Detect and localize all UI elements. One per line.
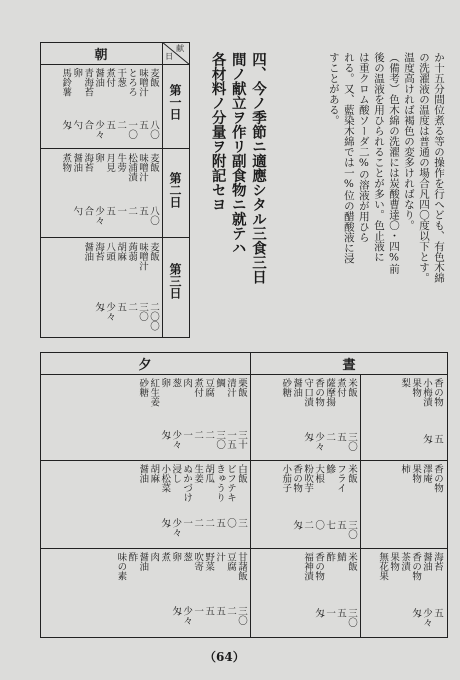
- amount: 三: [236, 518, 247, 528]
- amount: 五: [104, 206, 116, 216]
- amount: 少々: [421, 608, 433, 627]
- amount: 二: [192, 518, 204, 528]
- item: ビフテキ: [225, 464, 237, 502]
- day-2-amounts: [46, 206, 158, 234]
- amount: 五: [335, 520, 347, 530]
- body-line: は重クロム酸ソーダ二%の溶液が用ひら: [357, 52, 370, 243]
- item: 豆腐: [203, 378, 215, 397]
- row-3-side-items: [364, 552, 442, 606]
- amount: 二: [203, 430, 215, 440]
- item: 果物: [388, 552, 400, 571]
- body-line: すことがある。: [327, 52, 340, 126]
- amount: 二〇〇: [148, 302, 159, 331]
- amount: 一: [181, 518, 193, 528]
- item: 蒟蒻: [126, 242, 138, 261]
- amount: 五: [432, 608, 443, 618]
- amount: 五: [335, 608, 347, 618]
- item: 麦飯: [148, 153, 159, 172]
- item: 茶漬: [399, 552, 411, 571]
- row-3-dinner-amounts: [48, 606, 246, 634]
- amount: 合: [82, 120, 94, 130]
- item: 鯛: [214, 378, 226, 388]
- page-number: （64）: [204, 650, 245, 664]
- amount: 一: [324, 608, 336, 618]
- body-line: 温度高ければ褐色の変多ければなり。: [402, 52, 415, 231]
- item: 清汁: [225, 378, 237, 397]
- row-3-lunch-items: [256, 552, 356, 604]
- assignment-question: [196, 52, 266, 312]
- item: 麦飯: [148, 242, 159, 261]
- item: 米飯: [346, 552, 357, 571]
- amount: 匁: [93, 302, 105, 312]
- item: 味噌汁: [137, 242, 149, 271]
- day-2-items: [46, 153, 158, 203]
- body-line: の洗濯液の温度は普通の場合凡四〇度以下とす。: [417, 52, 430, 283]
- row-3-side-amounts: [364, 608, 442, 634]
- amount: 二: [115, 120, 127, 130]
- item: 栗飯: [236, 378, 247, 397]
- item: 甘藷飯: [236, 552, 247, 581]
- item: 柿: [399, 464, 411, 474]
- day-2-label: 第二日: [167, 172, 182, 208]
- amount: 勺: [71, 206, 83, 216]
- item: 醤油: [93, 68, 105, 87]
- item: 醤油: [421, 552, 433, 571]
- amount: 二: [192, 430, 204, 440]
- question-line: 間ノ献立ヲ作リ副食物ニ就テハ: [229, 52, 247, 255]
- item: 胡瓜: [203, 464, 215, 483]
- item: 小茄子: [280, 464, 292, 493]
- item: 卵: [159, 378, 171, 388]
- question-line: 各材料ノ分量ヲ附記セヨ: [209, 52, 227, 212]
- item: 梨: [399, 378, 411, 388]
- item: 海苔: [93, 242, 105, 261]
- amount: 三〇: [346, 520, 357, 539]
- body-line: 後の温液を用ひられることが多い。色止液に: [372, 52, 385, 262]
- amount: 一: [192, 606, 204, 616]
- item: 豆腐: [225, 552, 237, 571]
- row-1-dinner-items: [48, 378, 246, 428]
- day-3-items: [46, 242, 158, 298]
- item: 月見: [104, 153, 116, 172]
- day-1-items: [46, 68, 158, 118]
- item: 醤油: [137, 464, 149, 483]
- amount: 匁: [291, 520, 303, 530]
- item: ぬかづけ: [181, 464, 193, 502]
- item: 肉: [148, 552, 160, 562]
- dinner-header: 夕: [138, 357, 152, 373]
- amount: 五: [137, 120, 149, 130]
- row-2-dinner-amounts: [48, 518, 246, 546]
- item: 砂糖: [280, 378, 292, 397]
- item: 果物: [410, 378, 422, 397]
- item: 煮物: [60, 153, 72, 172]
- item: 砂糖: [137, 378, 149, 397]
- item: フライ: [335, 464, 347, 493]
- amount: 三〇: [214, 430, 226, 449]
- amount: 少々: [170, 430, 182, 449]
- item: 薩摩揚: [324, 378, 336, 407]
- item: 煮付: [104, 68, 116, 87]
- amount: 少々: [181, 606, 193, 625]
- row-1-lunch-items: [256, 378, 356, 430]
- item: 香の物: [313, 378, 325, 407]
- item: 小梅漬: [421, 378, 433, 407]
- amount: 八〇: [148, 206, 159, 225]
- item: 葱: [170, 378, 182, 388]
- item: 馬鈴薯: [60, 68, 72, 97]
- item: 福神漬: [302, 552, 314, 581]
- item: 卵: [71, 68, 83, 78]
- amount: 勺: [71, 120, 83, 130]
- body-line: か十五分間位煮る等の操作を行へども、有色木綿: [433, 52, 445, 283]
- item: 海苔: [432, 552, 443, 571]
- amount: 二: [302, 520, 314, 530]
- amount: 匁: [159, 430, 171, 440]
- item: 味噌汁: [137, 153, 149, 182]
- amount: 二: [225, 606, 237, 616]
- item: 八頭: [104, 242, 116, 261]
- row-1-side-items: [364, 378, 442, 430]
- item: 卵: [93, 153, 105, 163]
- day-1-label: 第一日: [167, 84, 182, 120]
- breakfast-header: 朝: [94, 47, 108, 63]
- day-1-amounts: [46, 120, 158, 146]
- amount: 匁: [410, 608, 422, 618]
- item: 白飯: [236, 464, 247, 483]
- question-line: 四、今ノ季節ニ適應シタル三食三日: [250, 52, 267, 284]
- amount: 〇: [313, 520, 325, 530]
- amount: 八〇: [148, 120, 159, 139]
- amount: 三〇: [137, 302, 149, 321]
- amount: 五: [137, 206, 149, 216]
- day-3-label: 第三日: [167, 263, 182, 299]
- item: 牛蒡: [115, 153, 127, 172]
- item: 醤油: [137, 552, 149, 571]
- item: 煮: [159, 552, 171, 562]
- amount: 一: [115, 206, 127, 216]
- row-1-lunch-amounts: [256, 432, 356, 458]
- item: 煮付: [335, 378, 347, 397]
- item: きゅうり: [214, 464, 226, 502]
- item: 葱: [181, 552, 193, 562]
- item: 醤油: [291, 378, 303, 397]
- item: 海苔: [82, 153, 94, 172]
- item: 醤油: [82, 242, 94, 261]
- amount: 五: [335, 432, 347, 442]
- amount: 一五: [225, 430, 237, 449]
- amount: 七: [324, 520, 336, 530]
- amount: 少々: [104, 302, 116, 321]
- amount: 一〇: [126, 120, 138, 139]
- amount: 匁: [302, 432, 314, 442]
- amount: 少々: [93, 120, 105, 139]
- item: 吹寄: [192, 552, 204, 571]
- item: 香の物: [432, 464, 443, 493]
- item: 守口漬: [302, 378, 314, 407]
- item: とろろ: [126, 68, 138, 97]
- item: 醤油: [71, 153, 83, 172]
- item: 胡麻: [148, 464, 160, 483]
- item: 味の素: [115, 552, 127, 581]
- amount: 三〇: [236, 606, 247, 625]
- row-1-dinner-amounts: [48, 430, 246, 458]
- item: 生姜: [192, 464, 204, 483]
- item: 米飯: [346, 378, 357, 397]
- amount: 五: [214, 606, 226, 616]
- item: 青海苔: [82, 68, 94, 97]
- item: 米飯: [346, 464, 357, 483]
- corner-label-top: 献: [175, 44, 185, 52]
- amount: 二: [126, 206, 138, 216]
- row-2-lunch-amounts: [256, 520, 356, 546]
- item: 浸し: [170, 464, 182, 483]
- amount: 匁: [313, 608, 325, 618]
- amount: 匁: [60, 120, 72, 130]
- item: 卵: [170, 552, 182, 562]
- amount: 五: [432, 434, 443, 444]
- row-3-lunch-amounts: [256, 608, 356, 634]
- day-3-amounts: [46, 302, 158, 334]
- amount: 二: [126, 302, 138, 312]
- amount: 五: [214, 518, 226, 528]
- row-2-lunch-items: [256, 464, 356, 516]
- amount: 一: [181, 430, 193, 440]
- amount: 五: [115, 302, 127, 312]
- item: 汁: [214, 552, 226, 562]
- item: 酢: [324, 552, 336, 562]
- corner-label-bottom: 日: [164, 52, 174, 60]
- lunch-header: 晝: [342, 357, 356, 373]
- item: 香の物: [313, 552, 325, 581]
- amount: 三〇: [346, 608, 357, 627]
- body-paragraph: [272, 52, 444, 342]
- item: 干葱: [115, 68, 127, 87]
- row-3-dinner-items: [48, 552, 246, 604]
- item: 無花果: [377, 552, 389, 581]
- item: 紅生姜: [148, 378, 160, 407]
- item: 松浦漬: [126, 153, 138, 182]
- item: 野菜: [203, 552, 215, 571]
- item: 澤庵: [421, 464, 433, 483]
- item: 酢: [126, 552, 138, 562]
- amount: 合: [82, 206, 94, 216]
- row-2-side-items: [364, 464, 442, 520]
- item: 大根: [313, 464, 325, 483]
- amount: 匁: [421, 434, 433, 444]
- body-line: （備考）色木綿の洗濯には炭酸曹達〇・四%前: [387, 52, 400, 274]
- amount: 少々: [313, 432, 325, 451]
- item: 煮付: [192, 378, 204, 397]
- item: 小松菜: [159, 464, 171, 493]
- row-1-side-amounts: [364, 434, 442, 458]
- item: 鰺: [324, 464, 336, 474]
- amount: 少々: [170, 518, 182, 537]
- amount: 匁: [170, 606, 182, 616]
- item: 香の物: [291, 464, 303, 493]
- item: 麦飯: [148, 68, 159, 87]
- item: 香の物: [432, 378, 443, 407]
- item: 香の物: [410, 552, 422, 581]
- amount: 〇: [225, 518, 237, 528]
- item: 肉: [181, 378, 193, 388]
- amount: 匁: [159, 518, 171, 528]
- amount: 二: [324, 432, 336, 442]
- amount: 二: [203, 518, 215, 528]
- amount: 三十: [236, 430, 247, 449]
- item: 粉吹芋: [302, 464, 314, 493]
- amount: 五: [203, 606, 215, 616]
- amount: 三〇: [346, 432, 357, 451]
- item: 味噌汁: [137, 68, 149, 97]
- body-line: れる。又、藍染木綿では一%位の醋酸液に浸: [342, 52, 355, 264]
- item: 果物: [410, 464, 422, 483]
- amount: 五: [104, 120, 116, 130]
- amount: 少々: [93, 206, 105, 225]
- item: 鯖: [335, 552, 347, 562]
- row-2-dinner-items: [48, 464, 246, 516]
- item: 胡麻: [115, 242, 127, 261]
